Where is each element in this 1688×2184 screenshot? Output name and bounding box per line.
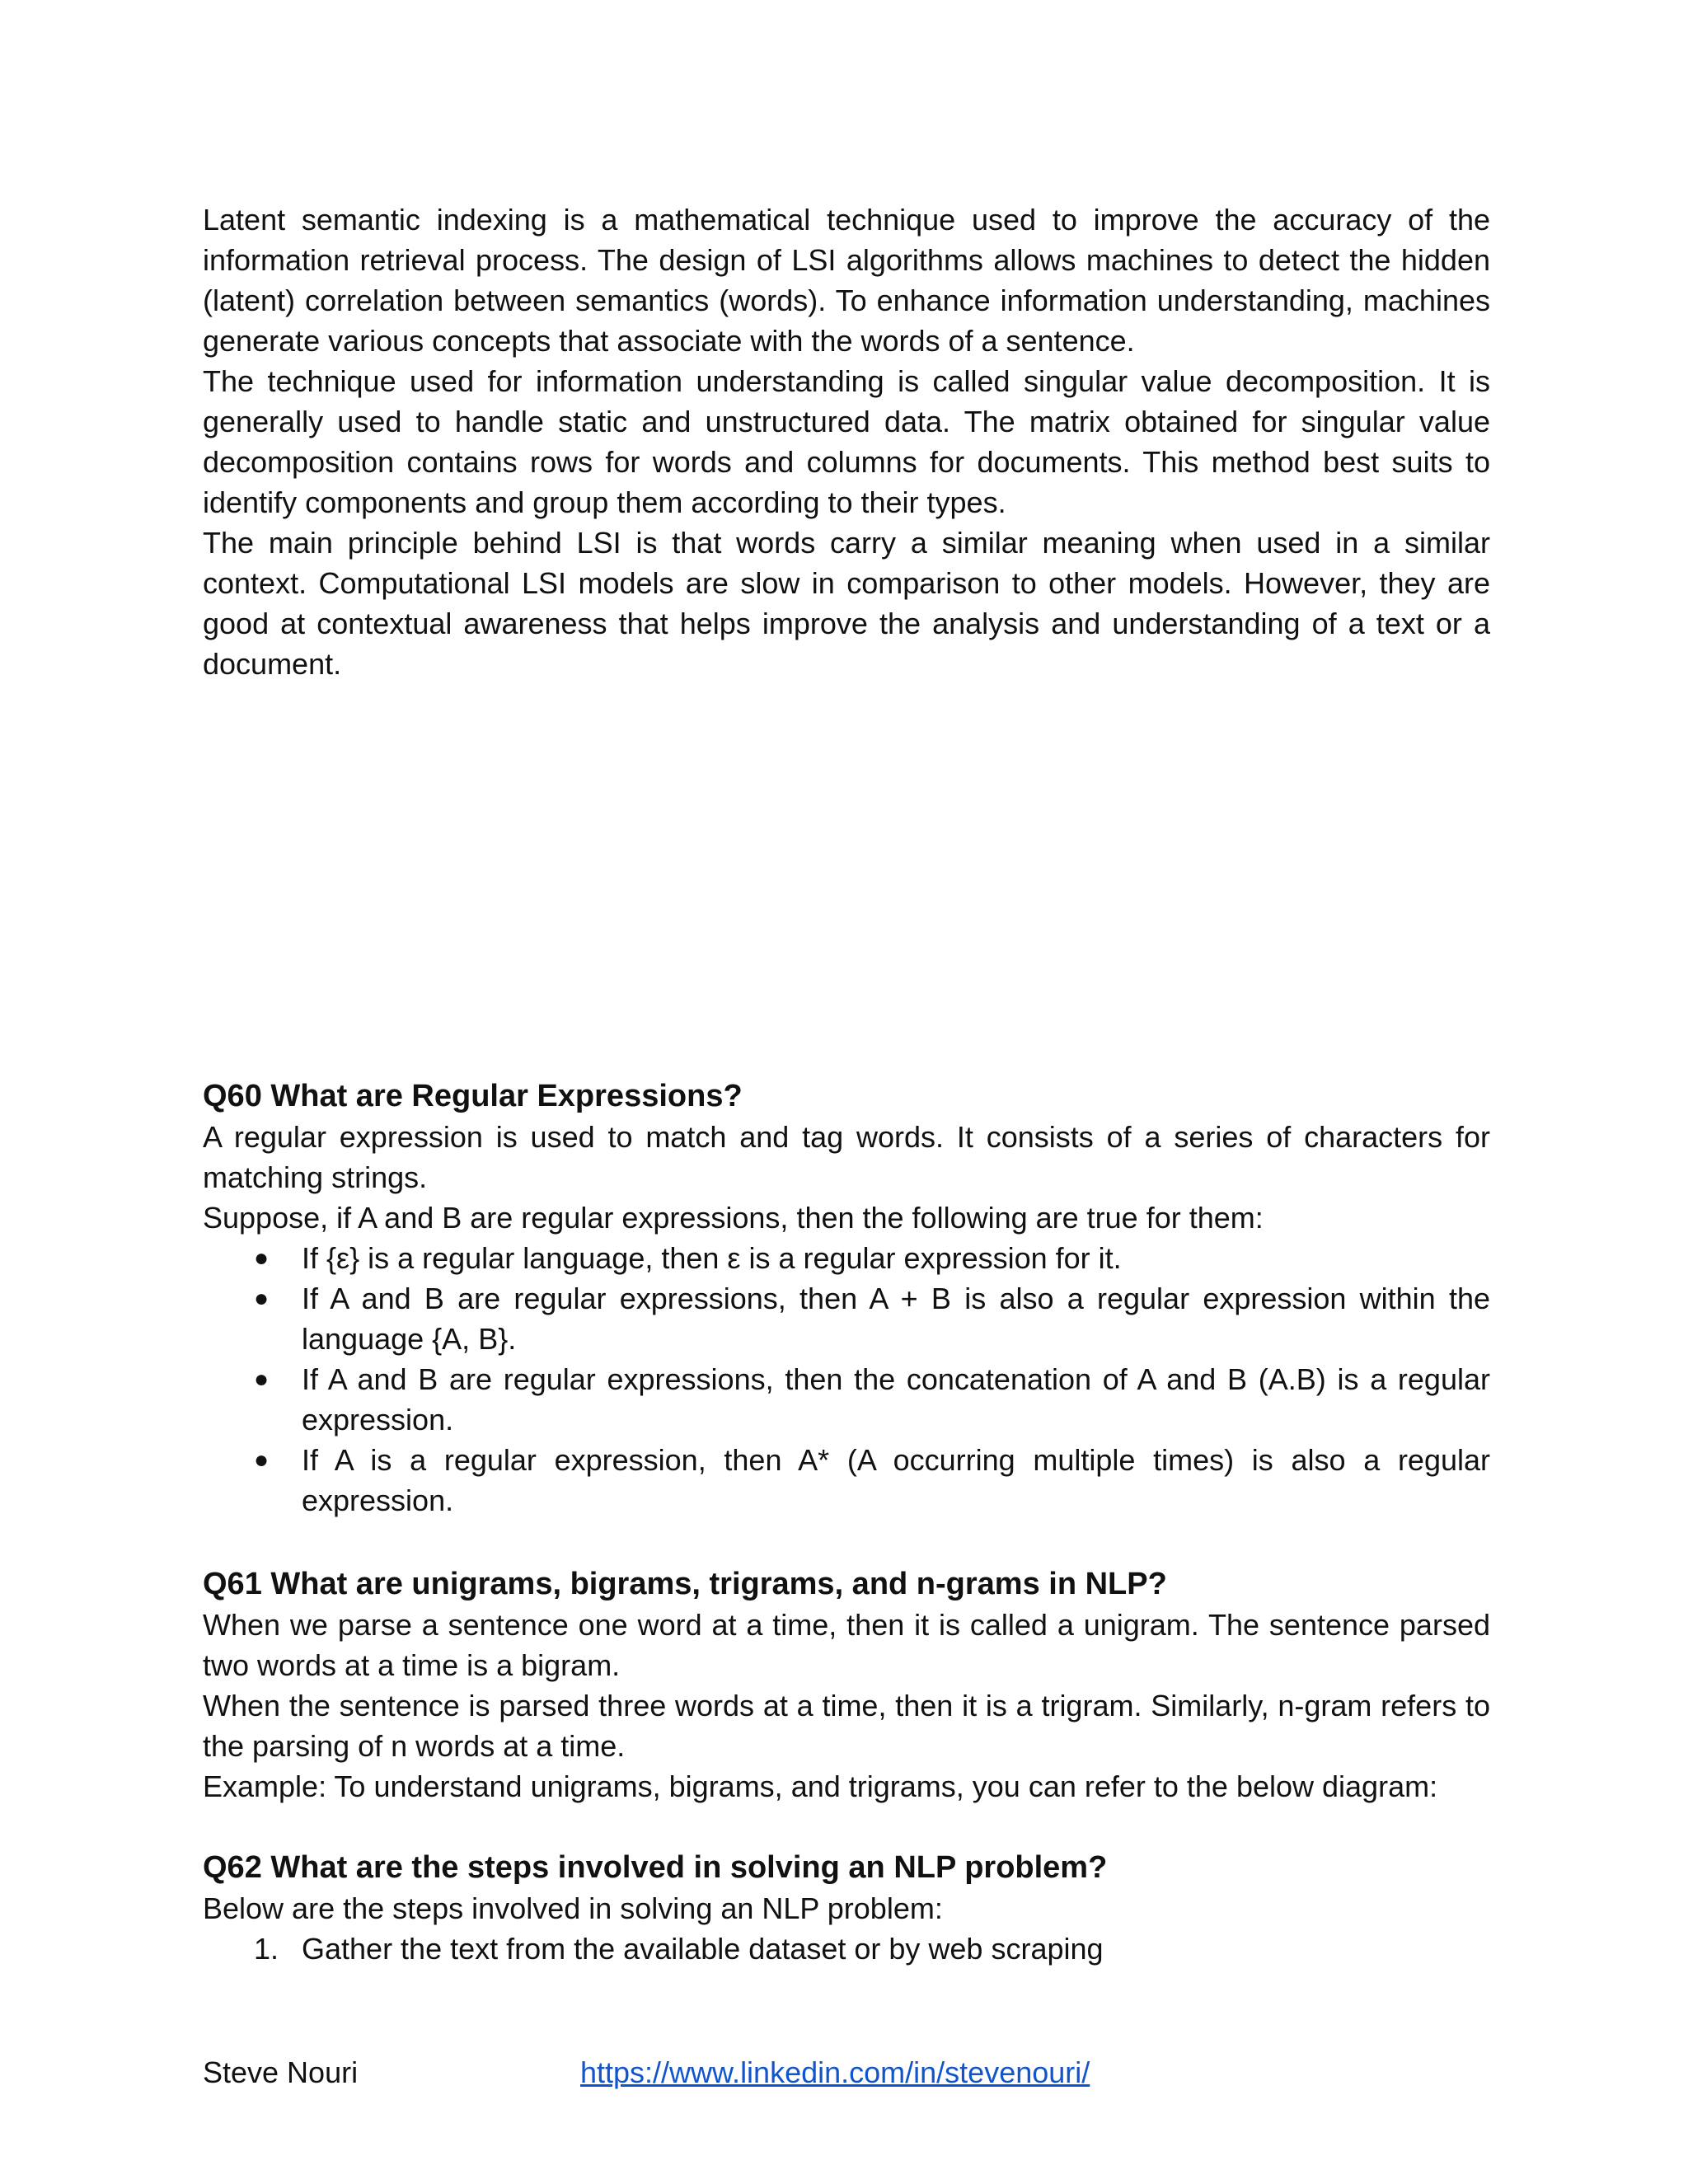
lsi-paragraph-2: The technique used for information understanding is called singular value decomposition. It is generally used to handle static and unstructured data. The matrix obtained for singular value decomposition contains rows for words and columns for documents. This method best suits to identify components and group them according to their types. <box>203 364 1490 519</box>
bullet-icon: ● <box>254 1244 270 1272</box>
bullet-icon: ● <box>254 1285 270 1312</box>
list-item <box>203 1238 1490 1278</box>
step-text: Gather the text from the available dataset or by web scraping <box>302 1932 1104 1966</box>
footer-author: Steve Nouri <box>203 2055 359 2089</box>
linkedin-link[interactable]: https://www.linkedin.com/in/stevenouri/ <box>580 2055 1090 2089</box>
q62-heading: Q62 What are the steps involved in solving an NLP problem? <box>203 1850 1108 1885</box>
bullet-icon: ● <box>254 1446 270 1474</box>
lsi-paragraph-3: The main principle behind LSI is that words carry a similar meaning when used in a similar context. Computational LSI models are slow in comparison to other models. However, they are good at contextual awareness that helps improve the analysis and understanding of a text or a document. <box>203 526 1490 681</box>
lsi-section <box>203 199 1490 684</box>
list-item <box>203 1278 1490 1359</box>
lsi-paragraph-1: Latent semantic indexing is a mathematical technique used to improve the accuracy of the information retrieval process. The design of LSI algorithms allows machines to detect the hidden (latent) correlation between semantics (words). To enhance information understanding, machines generate various concepts that associate with the words of a sentence. <box>203 203 1490 358</box>
q62-steps-list <box>203 1929 1490 1969</box>
q60-paragraph-2: Suppose, if A and B are regular expressions, then the following are true for them: <box>203 1201 1264 1235</box>
list-item <box>203 1929 1490 1969</box>
q61-paragraph-3: Example: To understand unigrams, bigrams, and trigrams, you can refer to the below diagram: <box>203 1769 1438 1803</box>
q61-heading: Q61 What are unigrams, bigrams, trigrams, and n-grams in NLP? <box>203 1567 1167 1601</box>
q60-section <box>203 1076 1490 1521</box>
bullet-text: If A and B are regular expressions, then the concatenation of A and B (A.B) is a regular expression. <box>302 1362 1490 1436</box>
q60-bullet-list <box>203 1238 1490 1521</box>
q62-section <box>203 1847 1490 1969</box>
q61-paragraph-1: When we parse a sentence one word at a time, then it is called a unigram. The sentence parsed two words at a time is a bigram. <box>203 1608 1490 1682</box>
q60-heading: Q60 What are Regular Expressions? <box>203 1079 743 1113</box>
q61-section <box>203 1563 1490 1807</box>
step-number: 1. <box>254 1932 279 1966</box>
bullet-text: If A is a regular expression, then A* (A occurring multiple times) is also a regular expression. <box>302 1443 1490 1517</box>
list-item <box>203 1440 1490 1521</box>
bullet-icon: ● <box>254 1366 270 1393</box>
q61-paragraph-2: When the sentence is parsed three words at a time, then it is a trigram. Similarly, n-gram refers to the parsing of n words at a time. <box>203 1689 1490 1763</box>
bullet-text: If A and B are regular expressions, then A + B is also a regular expression within the language {A, B}. <box>302 1282 1490 1356</box>
q60-paragraph-1: A regular expression is used to match and tag words. It consists of a series of characters for matching strings. <box>203 1120 1490 1194</box>
bullet-text: If {ε} is a regular language, then ε is a regular expression for it. <box>302 1241 1122 1275</box>
q62-paragraph-1: Below are the steps involved in solving an NLP problem: <box>203 1891 943 1925</box>
list-item <box>203 1359 1490 1440</box>
